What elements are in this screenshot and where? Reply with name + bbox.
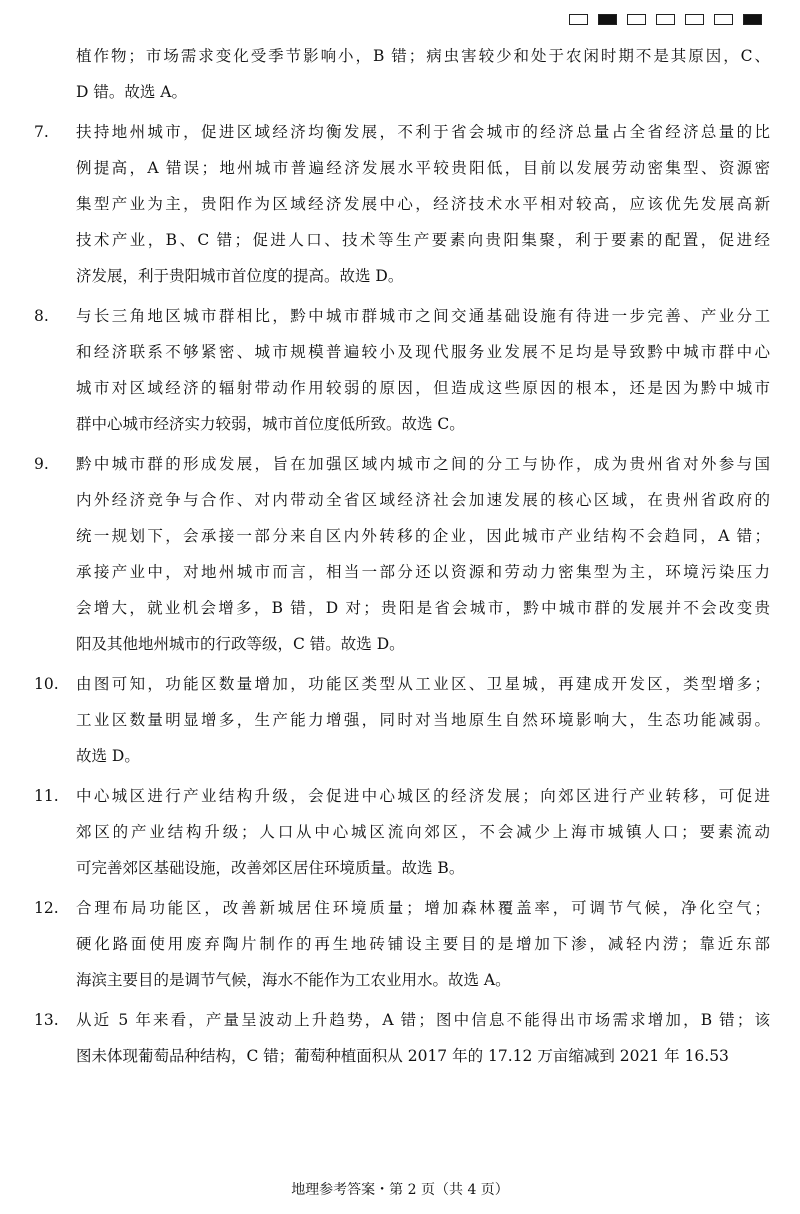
text-line: 会增大，就业机会增多，B 错，D 对；贵阳是省会城市，黔中城市群的发展并不会改变贵 — [76, 599, 770, 617]
page-mark — [743, 14, 762, 25]
text-line: 故选 D。 — [76, 747, 140, 765]
item-number: 9. — [34, 455, 49, 473]
text-line: 合理布局功能区，改善新城居住环境质量；增加森林覆盖率，可调节气候，净化空气； — [76, 899, 770, 917]
answer-item — [34, 446, 770, 662]
answer-content — [34, 38, 770, 1074]
text-line: 例提高，A 错误；地州城市普遍经济发展水平较贵阳低，目前以发展劳动密集型、资源密 — [76, 159, 770, 177]
text-line: 由图可知，功能区数量增加，功能区类型从工业区、卫星城，再建成开发区，类型增多； — [76, 675, 770, 693]
text-line: 和经济联系不够紧密、城市规模普遍较小及现代服务业发展不足均是导致黔中城市群中心 — [76, 343, 770, 361]
item-number: 11. — [34, 787, 59, 805]
page-mark — [714, 14, 733, 25]
answer-continuation — [34, 38, 770, 110]
text-line: 从近 5 年来看，产量呈波动上升趋势，A 错；图中信息不能得出市场需求增加，B 错；该 — [76, 1011, 770, 1029]
item-number: 10. — [34, 675, 59, 693]
text-line: 与长三角地区城市群相比，黔中城市群城市之间交通基础设施有待进一步完善、产业分工 — [76, 307, 770, 325]
page-mark — [598, 14, 617, 25]
text-line: 济发展，利于贵阳城市首位度的提高。故选 D。 — [76, 267, 404, 285]
text-line: 郊区的产业结构升级；人口从中心城区流向郊区，不会减少上海市城镇人口；要素流动 — [76, 823, 770, 841]
item-number: 12. — [34, 899, 59, 917]
item-number: 13. — [34, 1011, 59, 1029]
text-line: 黔中城市群的形成发展，旨在加强区域内城市之间的分工与协作，成为贵州省对外参与国 — [76, 455, 770, 473]
page-mark — [656, 14, 675, 25]
text-line: 海滨主要目的是调节气候，海水不能作为工农业用水。故选 A。 — [76, 971, 511, 989]
page-marks — [569, 14, 762, 25]
page-mark — [569, 14, 588, 25]
answer-item — [34, 666, 770, 774]
text-line: 可完善郊区基础设施，改善郊区居住环境质量。故选 B。 — [76, 859, 465, 877]
text-line: 阳及其他地州城市的行政等级，C 错。故选 D。 — [76, 635, 405, 653]
answer-item — [34, 778, 770, 886]
text-line: D 错。故选 A。 — [76, 83, 187, 101]
text-line: 城市对区域经济的辐射带动作用较弱的原因，但造成这些原因的根本，还是因为黔中城市 — [76, 379, 770, 397]
answer-item — [34, 1002, 770, 1074]
answer-item — [34, 890, 770, 998]
text-line: 内外经济竞争与合作、对内带动全省区域经济社会加速发展的核心区域，在贵州省政府的 — [76, 491, 770, 509]
text-line: 群中心城市经济实力较弱，城市首位度低所致。故选 C。 — [76, 415, 465, 433]
text-line: 统一规划下，会承接一部分来自区内外转移的企业，因此城市产业结构不会趋同，A 错； — [76, 527, 770, 545]
item-number: 8. — [34, 307, 49, 325]
text-line: 植作物；市场需求变化受季节影响小，B 错；病虫害较少和处于农闲时期不是其原因，C、 — [76, 47, 770, 65]
text-line: 图未体现葡萄品种结构，C 错；葡萄种植面积从 2017 年的 17.12 万亩缩减到 2021 年 16.53 — [76, 1047, 729, 1065]
text-line: 扶持地州城市，促进区域经济均衡发展，不利于省会城市的经济总量占全省经济总量的比 — [76, 123, 770, 141]
text-line: 技术产业，B、C 错；促进人口、技术等生产要素向贵阳集聚，利于要素的配置，促进经 — [76, 231, 770, 249]
page-mark — [685, 14, 704, 25]
answer-item — [34, 114, 770, 294]
text-line: 中心城区进行产业结构升级，会促进中心城区的经济发展；向郊区进行产业转移，可促进 — [76, 787, 770, 805]
page-footer: 地理参考答案・第 2 页（共 4 页） — [291, 1182, 509, 1198]
item-number: 7. — [34, 123, 49, 141]
text-line: 工业区数量明显增多，生产能力增强，同时对当地原生自然环境影响大，生态功能减弱。 — [76, 711, 770, 729]
text-line: 硬化路面使用废弃陶片制作的再生地砖铺设主要目的是增加下渗，减轻内涝；靠近东部 — [76, 935, 770, 953]
answer-item — [34, 298, 770, 442]
text-line: 承接产业中，对地州城市而言，相当一部分还以资源和劳动力密集型为主，环境污染压力 — [76, 563, 770, 581]
text-line: 集型产业为主，贵阳作为区域经济发展中心，经济技术水平相对较高，应该优先发展高新 — [76, 195, 770, 213]
page-mark — [627, 14, 646, 25]
